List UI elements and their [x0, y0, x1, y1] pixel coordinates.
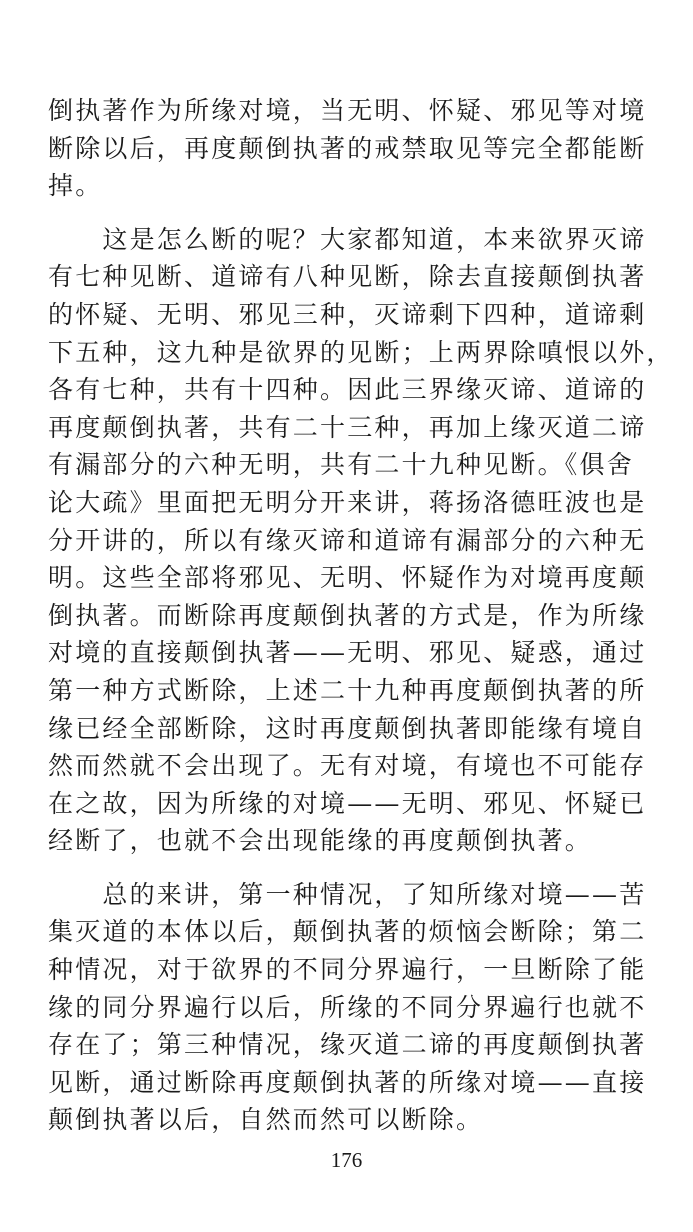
text-line: 颠倒执著以后，自然而然可以断除。 [48, 1105, 484, 1135]
paragraph-3 [48, 876, 648, 1139]
text-line: 对境的直接颠倒执著——无明、邪见、疑惑，通过 [48, 638, 647, 668]
paragraph-2 [48, 221, 674, 860]
text-line: 经断了，也就不会出现能缘的再度颠倒执著。 [48, 826, 593, 856]
page-number: 176 [330, 1148, 363, 1172]
text-line: 有漏部分的六种无明，共有二十九种见断。《俱舍 [48, 450, 634, 480]
text-line: 有七种见断、道谛有八种见断，除去直接颠倒执著 [48, 262, 647, 292]
text-line: 倒执著作为所缘对境，当无明、怀疑、邪见等对境 [48, 96, 647, 125]
text-line: 种情况，对于欲界的不同分界遍行，一旦断除了能 [48, 955, 647, 985]
text-line: 断除以后，再度颠倒执著的戒禁取见等完全都能断 [48, 133, 647, 163]
text-line: 第一种方式断除，上述二十九种再度颠倒执著的所 [48, 675, 647, 705]
text-line: 倒执著。而断除再度颠倒执著的方式是，作为所缘 [48, 600, 647, 630]
paragraph-gap [48, 860, 648, 876]
text-line: 的怀疑、无明、邪见三种，灭谛剩下四种，道谛剩 [48, 299, 647, 329]
text-line: 集灭道的本体以后，颠倒执著的烦恼会断除；第二 [48, 917, 647, 947]
paragraph-gap [48, 205, 648, 221]
text-line: 总的来讲，第一种情况，了知所缘对境——苦 [48, 879, 647, 909]
text-line: 缘已经全部断除，这时再度颠倒执著即能缘有境自 [48, 713, 647, 743]
text-line: 论大疏》里面把无明分开来讲，蒋扬洛德旺波也是 [48, 487, 647, 517]
text-line: 再度颠倒执著，共有二十三种，再加上缘灭道二谛 [48, 412, 647, 442]
text-line: 在之故，因为所缘的对境——无明、邪见、怀疑已 [48, 788, 647, 818]
page-body [48, 92, 674, 1139]
text-line: 掉。 [48, 171, 103, 201]
text-line: 下五种，这九种是欲界的见断；上两界除嗔恨以外， [48, 337, 674, 367]
text-line: 分开讲的，所以有缘灭谛和道谛有漏部分的六种无 [48, 525, 647, 555]
text-line: 存在了；第三种情况，缘灭道二谛的再度颠倒执著 [48, 1030, 647, 1060]
text-line: 明。这些全部将邪见、无明、怀疑作为对境再度颠 [48, 563, 647, 593]
paragraph-1 [48, 92, 648, 205]
text-line: 见断，通过断除再度颠倒执著的所缘对境——直接 [48, 1067, 647, 1097]
text-line: 缘的同分界遍行以后，所缘的不同分界遍行也就不 [48, 992, 647, 1022]
text-line: 然而然就不会出现了。无有对境，有境也不可能存 [48, 751, 647, 781]
text-line: 这是怎么断的呢？大家都知道，本来欲界灭谛 [48, 224, 647, 254]
text-line: 各有七种，共有十四种。因此三界缘灭谛、道谛的 [48, 375, 647, 405]
